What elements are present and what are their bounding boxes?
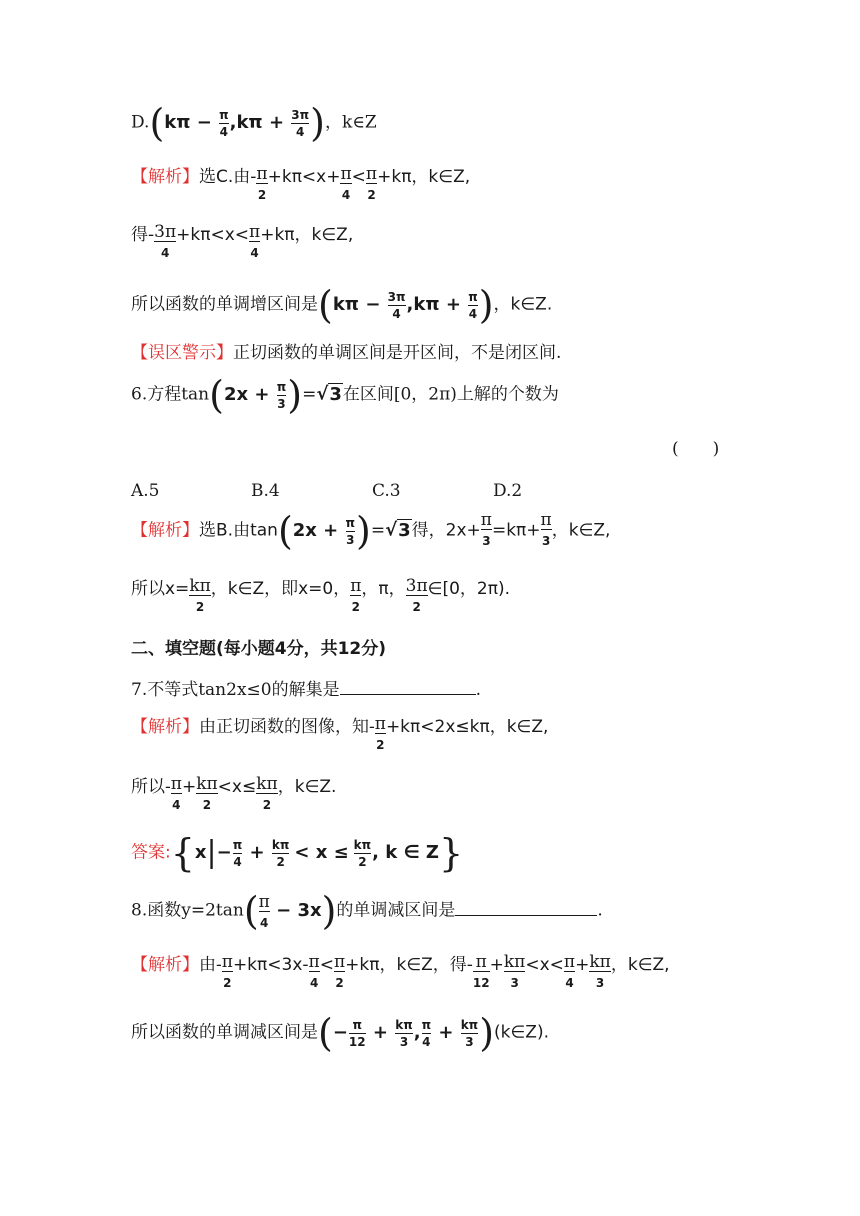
left-brace: { <box>170 831 195 875</box>
fraction: $\frac{\pi}{4}$ <box>468 289 478 321</box>
text: 得，2x+ <box>411 520 481 541</box>
fraction: π 4 <box>563 952 576 990</box>
right-brace: } <box>438 831 464 875</box>
text: ，π， <box>361 579 406 599</box>
q8-solution-line-1 <box>131 954 670 989</box>
text: + <box>575 955 590 975</box>
left-paren: ( <box>318 283 333 327</box>
fraction: $\frac{\pi}{3}$ <box>345 515 356 547</box>
q8-solution-line-2 <box>131 1011 549 1055</box>
text: ，k∈Z. <box>277 777 337 797</box>
section-heading <box>131 638 386 660</box>
q5-solution-line-1 <box>131 166 470 201</box>
text: < <box>351 167 366 187</box>
minus-sign: − <box>216 842 232 863</box>
fraction: π 3 <box>540 510 552 548</box>
fraction: kπ 3 <box>589 952 611 990</box>
fraction: π 2 <box>256 164 268 202</box>
fraction: π 3 <box>480 510 492 548</box>
left-paren: ( <box>318 1011 333 1055</box>
q7-solution-line-1 <box>131 716 548 751</box>
question-8 <box>131 889 603 933</box>
text: 所以- <box>131 777 171 797</box>
right-paren: ) <box>479 1011 495 1055</box>
fraction: π 4 <box>258 891 270 930</box>
warning-tag: 【误区警示】 <box>131 343 233 363</box>
analysis-tag: 【解析】 <box>131 955 199 975</box>
option-c: C.3 <box>372 481 401 501</box>
q6-solution-line-1 <box>131 509 611 553</box>
fraction: 3π 4 <box>154 222 177 260</box>
fraction: π 2 <box>350 576 362 614</box>
text: 的单调减区间是 <box>336 900 456 921</box>
fraction: π 4 <box>249 222 261 260</box>
option-label: D. <box>131 112 150 133</box>
text: ，k∈Z，即x=0， <box>210 579 351 599</box>
warning-text: 正切函数的单调区间是开区间，不是闭区间. <box>233 343 562 363</box>
fraction: $\frac{\pi}{12}$ <box>348 1017 366 1049</box>
question-6 <box>131 373 559 417</box>
right-paren: ) <box>478 283 494 327</box>
q5-solution-line-2 <box>131 224 353 259</box>
minus-sign: − <box>269 900 298 921</box>
left-paren: ( <box>149 101 165 145</box>
text: <x< <box>525 955 564 975</box>
math-term: x <box>194 842 207 863</box>
text: 所以x= <box>131 579 190 599</box>
option-a: A.5 <box>131 481 160 501</box>
math-term: 2x <box>292 520 317 541</box>
option-tail: ，k∈Z <box>324 112 377 133</box>
analysis-tag: 【解析】 <box>131 717 199 737</box>
text: 7.不等式tan2x≤0的解集是 <box>131 680 340 700</box>
right-paren: ) <box>321 889 337 933</box>
question-7 <box>131 678 481 701</box>
option-b: B.4 <box>251 481 280 501</box>
fraction: kπ 2 <box>196 774 218 812</box>
left-paren: ( <box>209 373 224 417</box>
bracket: ( ) <box>672 439 720 459</box>
fraction: $\frac{k\pi}{2}$ <box>271 837 290 869</box>
text: +kπ<x< <box>176 225 250 245</box>
comma: , <box>406 294 414 315</box>
inequality: < x ≤ <box>294 842 349 863</box>
q7-solution-line-2 <box>131 776 336 811</box>
fraction: $\frac{k\pi}{3}$ <box>395 1017 413 1049</box>
text: 所以函数的单调减区间是 <box>131 1022 318 1043</box>
text: ，k∈Z, <box>551 520 611 541</box>
text: (k∈Z). <box>494 1022 549 1043</box>
text: +kπ，k∈Z, <box>260 225 354 245</box>
text: ，k∈Z, <box>610 955 670 975</box>
q6-solution-line-2 <box>131 578 510 613</box>
warning-line <box>131 342 561 364</box>
comma: , <box>413 1022 421 1043</box>
fraction: $\frac{\pi}{4}$ <box>232 837 243 869</box>
text: 得- <box>131 225 155 245</box>
text: 8.函数y=2tan <box>131 900 244 921</box>
text: +kπ，k∈Z, <box>377 167 471 187</box>
plus-sign: + <box>316 520 345 541</box>
fraction: $\frac{k\pi}{2}$ <box>353 837 372 869</box>
fraction: π 4 <box>340 164 352 202</box>
fraction: $\frac{\pi}{4}$ <box>219 107 229 139</box>
fraction: π 2 <box>221 952 233 990</box>
minus-sign: − <box>332 1022 348 1043</box>
answer-bracket <box>672 438 719 460</box>
fraction: $\frac{\pi}{4}$ <box>421 1017 432 1049</box>
sqrt: √3 <box>385 519 411 541</box>
text: +kπ<3x- <box>232 955 309 975</box>
condition: , k ∈ Z <box>372 842 439 863</box>
analysis-tag: 【解析】 <box>131 167 199 187</box>
equals-sign: = <box>302 384 317 405</box>
math-term: kπ <box>236 112 263 133</box>
math-term: kπ <box>332 294 360 315</box>
right-paren: ) <box>356 509 371 553</box>
math-term: 2x <box>223 384 249 405</box>
right-paren: ) <box>310 101 325 145</box>
text: + <box>489 955 504 975</box>
fraction: $\frac{k\pi}{3}$ <box>460 1017 479 1049</box>
section-title: 二、填空题(每小题4分，共12分) <box>131 639 387 659</box>
equals-sign: = <box>370 520 386 541</box>
minus-sign: − <box>190 112 219 133</box>
text: 由正切函数的图像，知- <box>199 717 375 737</box>
fraction: kπ 3 <box>503 952 526 990</box>
analysis-tag: 【解析】 <box>131 520 199 541</box>
fraction: π 4 <box>170 774 182 812</box>
math-term: kπ <box>164 112 191 133</box>
sqrt: √3 <box>316 383 342 405</box>
fraction: π 2 <box>333 952 346 990</box>
text: 在区间[0，2π)上解的个数为 <box>342 384 559 405</box>
left-paren: ( <box>243 889 259 933</box>
fraction: π 4 <box>308 952 320 990</box>
fraction: π 12 <box>472 952 490 990</box>
text: 由- <box>199 955 222 975</box>
text: +kπ<x+ <box>267 167 341 187</box>
text: 所以函数的单调增区间是 <box>131 294 318 315</box>
option-d: D.2 <box>493 481 523 501</box>
plus-sign: + <box>248 384 276 405</box>
text: +kπ<2x≤kπ，k∈Z, <box>385 717 549 737</box>
set-bar: | <box>206 835 217 870</box>
answer-tag: 答案: <box>131 842 171 863</box>
fraction: 3π 2 <box>405 576 428 614</box>
minus-sign: − <box>359 294 387 315</box>
plus-sign: + <box>366 1022 395 1043</box>
fraction: π 2 <box>365 164 378 202</box>
text: <x≤ <box>217 777 257 797</box>
math-term: kπ <box>413 294 440 315</box>
right-paren: ) <box>287 373 303 417</box>
text: < <box>319 955 334 975</box>
text: + <box>181 777 197 797</box>
left-paren: ( <box>277 509 293 553</box>
text: . <box>597 900 603 921</box>
plus-sign: + <box>432 1022 460 1043</box>
comma: , <box>229 112 237 133</box>
text: 选B.由tan <box>199 520 278 541</box>
q7-answer <box>131 831 464 875</box>
text: 6.方程tan <box>131 384 210 405</box>
q5-solution-line-3 <box>131 283 553 327</box>
text: =kπ+ <box>491 520 541 541</box>
text: ，k∈Z. <box>493 294 553 315</box>
fraction: kπ 2 <box>189 576 211 614</box>
fraction: $\frac{\pi}{3}$ <box>276 379 287 411</box>
text: +kπ，k∈Z，得- <box>345 955 473 975</box>
plus-sign: + <box>243 842 271 863</box>
math-term: 3x <box>297 900 322 921</box>
answer-blank[interactable] <box>455 899 597 916</box>
fraction: kπ 2 <box>256 774 278 812</box>
fraction: π 2 <box>374 714 386 752</box>
fraction: $\frac{3\pi}{4}$ <box>291 107 310 139</box>
text: ∈[0，2π). <box>427 579 510 599</box>
text: 选C.由- <box>199 167 257 187</box>
text: . <box>475 680 482 700</box>
answer-blank[interactable] <box>340 678 476 695</box>
option-d-line <box>131 101 377 145</box>
fraction: $\frac{3\pi}{4}$ <box>387 289 406 321</box>
plus-sign: + <box>439 294 468 315</box>
plus-sign: + <box>262 112 291 133</box>
